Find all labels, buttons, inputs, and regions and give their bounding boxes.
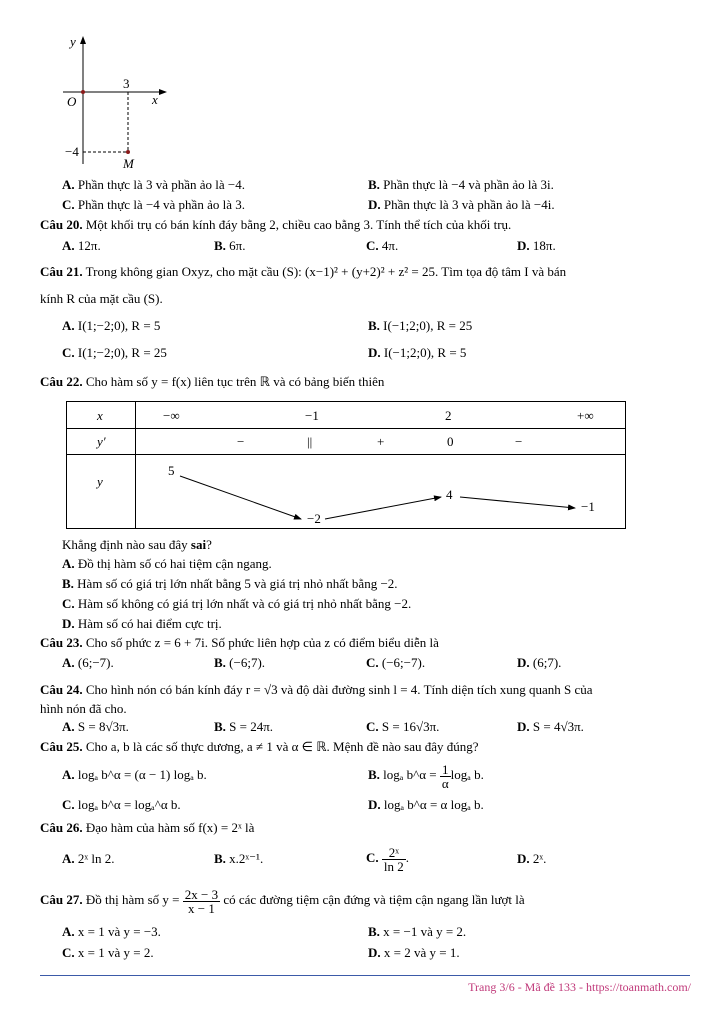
table-y-value: 5 — [168, 463, 175, 478]
q19-option-b[interactable]: B. Phần thực là −4 và phần ảo là 3i. — [368, 177, 554, 192]
arrow-decrease-1 — [180, 476, 301, 519]
q21-stem: Câu 21. Trong không gian Oxyz, cho mặt cầu (S): (x−1)² + (y+2)² + z² = 25. Tìm tọa độ tâm I và bán — [40, 264, 567, 279]
q22-option-d[interactable]: D. Hàm số có hai điểm cực trị. — [62, 616, 222, 631]
q23-option-a[interactable]: A. (6;−7). — [62, 655, 114, 670]
table-y-value: −2 — [307, 511, 321, 526]
q27-option-c[interactable]: C. x = 1 và y = 2. — [62, 945, 154, 960]
q27-fraction: $\frac{2x - 3}{x - 1}$ — [184, 886, 219, 916]
table-sign: + — [377, 434, 385, 449]
arrow-increase — [325, 497, 441, 519]
table-x-value: +∞ — [577, 408, 594, 423]
q19-option-a[interactable]: A. Phần thực là 3 và phần ảo là −4. — [62, 177, 245, 192]
q22-question: Khẳng định nào sau đây sai? — [62, 537, 212, 552]
table-sign: || — [307, 434, 313, 449]
y-axis-label: y — [70, 34, 76, 49]
q23-stem: Câu 23. Cho số phức z = 6 + 7i. Số phức liên hợp của z có điểm biểu diễn là — [40, 635, 439, 650]
table-sign: − — [237, 434, 245, 449]
q20-option-c[interactable]: C. 4π. — [366, 238, 399, 253]
table-sign: 0 — [447, 434, 454, 449]
q26-c-fraction: $\frac{\text{2ˣ}}{\ln 2}$ — [383, 844, 404, 874]
q27-option-b[interactable]: B. x = −1 và y = 2. — [368, 924, 467, 939]
y-axis-arrow — [80, 36, 86, 44]
table-x-value: 2 — [445, 408, 452, 423]
q24-option-c[interactable]: C. S = 16√3π. — [366, 719, 440, 734]
table-label-x: x — [97, 408, 103, 423]
q24-stem-line2: hình nón đã cho. — [40, 701, 127, 716]
q23-option-b[interactable]: B. (−6;7). — [214, 655, 266, 670]
arrow-decrease-2 — [460, 497, 575, 508]
q23-option-c[interactable]: C. (−6;−7). — [366, 655, 426, 670]
q21-option-a[interactable]: A. I(1;−2;0), R = 5 — [62, 318, 161, 333]
q24-option-a[interactable]: A. S = 8√3π. — [62, 719, 129, 734]
q25-option-a[interactable]: A. logₐ b^α = (α − 1) logₐ b. — [62, 767, 207, 782]
q25-option-c[interactable]: C. logₐ b^α = logₐ^α b. — [62, 797, 181, 812]
table-x-value: −1 — [305, 408, 319, 423]
origin-label: O — [67, 94, 77, 109]
q22-stem: Câu 22. Cho hàm số y = f(x) liên tục trên ℝ và có bảng biến thiên — [40, 374, 385, 389]
x-tick-label: 3 — [123, 76, 130, 91]
q20-option-d[interactable]: D. 18π. — [517, 238, 556, 253]
q22-option-a[interactable]: A. Đồ thị hàm số có hai tiệm cận ngang. — [62, 556, 272, 571]
q23-option-d[interactable]: D. (6;7). — [517, 655, 562, 670]
q21-option-b[interactable]: B. I(−1;2;0), R = 25 — [368, 318, 473, 333]
table-y-value: −1 — [581, 499, 595, 514]
point-m-dot — [126, 150, 130, 154]
q20-option-b[interactable]: B. 6π. — [214, 238, 246, 253]
q24-option-b[interactable]: B. S = 24π. — [214, 719, 274, 734]
q27-option-d[interactable]: D. x = 2 và y = 1. — [368, 945, 460, 960]
q26-option-a[interactable]: A. 2ˣ ln 2. — [62, 851, 115, 866]
x-axis-label: x — [152, 92, 158, 107]
q19-option-d[interactable]: D. Phần thực là 3 và phần ảo là −4i. — [368, 197, 555, 212]
table-x-value: −∞ — [163, 408, 180, 423]
q21-stem-line2: kính R của mặt cầu (S). — [40, 291, 163, 306]
q22-option-b[interactable]: B. Hàm số có giá trị lớn nhất bằng 5 và giá trị nhỏ nhất bằng −2. — [62, 576, 398, 591]
table-sign: − — [515, 434, 523, 449]
q24-option-d[interactable]: D. S = 4√3π. — [517, 719, 584, 734]
table-label-y: y — [97, 474, 103, 489]
q20-option-a[interactable]: A. 12π. — [62, 238, 101, 253]
q21-option-c[interactable]: C. I(1;−2;0), R = 25 — [62, 345, 167, 360]
q19-option-c[interactable]: C. Phần thực là −4 và phần ảo là 3. — [62, 197, 245, 212]
q25-option-b[interactable]: B. logₐ b^α = $\frac{1}{\alpha}$ logₐ b. — [368, 761, 484, 791]
variation-arrows — [67, 402, 625, 528]
q20-stem: Câu 20. Một khối trụ có bán kính đáy bằng 2, chiều cao bằng 3. Tính thể tích của khối trụ. — [40, 217, 512, 232]
q24-stem: Câu 24. Cho hình nón có bán kính đáy r = √3 và độ dài đường sinh l = 4. Tính diện tích xung quanh S của — [40, 682, 593, 697]
origin-dot — [81, 90, 85, 94]
complex-plane-graph — [55, 32, 175, 172]
q25-stem: Câu 25. Cho a, b là các số thực dương, a ≠ 1 và α ∈ ℝ. Mệnh đề nào sau đây đúng? — [40, 739, 479, 754]
page-footer[interactable]: Trang 3/6 - Mã đề 133 - https://toanmath.com/ — [468, 980, 691, 994]
q25-b-fraction: $\frac{1}{\alpha}$ — [441, 761, 449, 791]
q27-option-a[interactable]: A. x = 1 và y = −3. — [62, 924, 161, 939]
q25-option-d[interactable]: D. logₐ b^α = α logₐ b. — [368, 797, 484, 812]
q26-option-b[interactable]: B. x.2ˣ⁻¹. — [214, 851, 264, 866]
variation-table — [66, 401, 626, 529]
q26-stem: Câu 26. Đạo hàm của hàm số f(x) = 2ˣ là — [40, 820, 255, 835]
q27-stem: Câu 27. Đồ thị hàm số y = $\frac{2x - 3}{x - 1}$ có các đường tiệm cận đứng và tiệm cận ngang lần lượt là — [40, 886, 525, 916]
q21-option-d[interactable]: D. I(−1;2;0), R = 5 — [368, 345, 467, 360]
x-axis-arrow — [159, 89, 167, 95]
q26-option-c[interactable]: C. $\frac{\text{2ˣ}}{\ln 2}$ . — [366, 844, 410, 874]
q22-option-c[interactable]: C. Hàm số không có giá trị lớn nhất và có giá trị nhỏ nhất bằng −2. — [62, 596, 412, 611]
q26-option-d[interactable]: D. 2ˣ. — [517, 851, 547, 866]
footer-divider — [40, 975, 690, 976]
table-label-yprime: y′ — [97, 434, 106, 449]
table-y-value: 4 — [446, 487, 453, 502]
point-m-label: M — [123, 156, 134, 171]
y-tick-label: −4 — [65, 144, 79, 159]
